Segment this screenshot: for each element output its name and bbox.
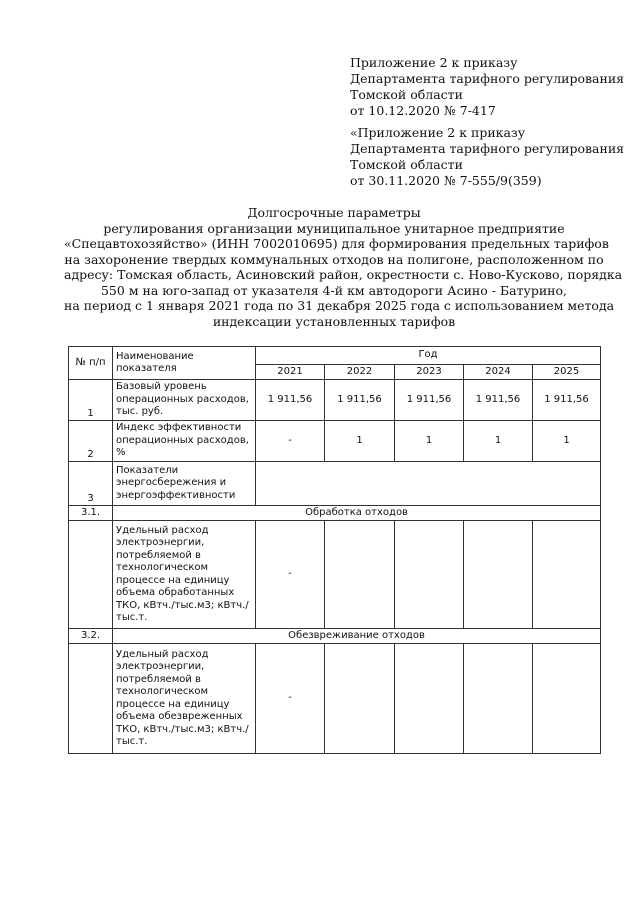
value-cell: 1 911,56 (464, 380, 533, 421)
section-title: Обработка отходов (113, 506, 601, 521)
row-name: Показатели энергосбережения и энергоэффективности (113, 462, 256, 506)
appendix-line: от 30.11.2020 № 7-555/9(359) (350, 173, 542, 188)
value-cell: 1 (395, 421, 464, 462)
table-row (69, 644, 601, 754)
value-cell: - (256, 521, 325, 629)
appendix-line: Томской области (350, 87, 463, 102)
table-row (69, 521, 601, 629)
value-cell: 1 911,56 (256, 380, 325, 421)
empty-cell (256, 462, 601, 506)
empty-cell (533, 521, 601, 629)
value-cell: 1 (464, 421, 533, 462)
document-title (64, 205, 623, 329)
section-num: 3.2. (69, 629, 113, 644)
title-line: 550 м на юго-запад от указателя 4-й км автодороги Асино - Батурино, (100, 282, 568, 298)
value-cell: 1 (533, 421, 601, 462)
table-row (69, 421, 601, 462)
appendix-line: Департамента тарифного регулирования (350, 141, 625, 156)
appendix-line: Департамента тарифного регулирования (350, 71, 625, 86)
row-num: 3 (69, 462, 113, 506)
section-row (69, 629, 601, 644)
title-line: адресу: Томская область, Асиновский район, окрестности с. Ново-Кусково, порядка (64, 267, 623, 282)
section-title: Обезвреживание отходов (113, 629, 601, 644)
title-line: на период с 1 января 2021 года по 31 декабря 2025 года с использованием метода (64, 298, 615, 313)
value-cell: 1 911,56 (325, 380, 395, 421)
value-cell: - (256, 644, 325, 754)
year-cell: 2022 (325, 365, 395, 380)
year-cell: 2024 (464, 365, 533, 380)
appendix-note-previous (350, 125, 624, 189)
title-line: регулирования организации муниципальное унитарное предприятие (103, 220, 565, 236)
table-row (69, 380, 601, 421)
value-cell: 1 911,56 (533, 380, 601, 421)
appendix-line: «Приложение 2 к приказу (350, 125, 526, 140)
empty-cell (395, 521, 464, 629)
empty-cell (325, 644, 395, 754)
row-name: Индекс эффективности операционных расходов, % (113, 421, 256, 462)
year-cell: 2023 (395, 365, 464, 380)
parameters-table (68, 346, 601, 754)
year-cell: 2025 (533, 365, 601, 380)
row-num: 1 (69, 380, 113, 421)
header-num: № п/п (69, 347, 113, 380)
value-cell: 1 (325, 421, 395, 462)
row-num: 2 (69, 421, 113, 462)
empty-cell (533, 644, 601, 754)
year-cell: 2021 (256, 365, 325, 380)
appendix-line: Томской области (350, 157, 463, 172)
appendix-line: от 10.12.2020 № 7-417 (350, 103, 496, 118)
section-num: 3.1. (69, 506, 113, 521)
title-line: Долгосрочные параметры (247, 205, 421, 220)
row-name: Удельный расход электроэнергии, потребляемой в технологическом процессе на единицу объема обезвреженных ТКО, кВтч./тыс.м3; кВтч./тыс.т. (113, 644, 256, 754)
appendix-line: Приложение 2 к приказу (350, 55, 518, 70)
value-cell: 1 911,56 (395, 380, 464, 421)
row-name: Базовый уровень операционных расходов, тыс. руб. (113, 380, 256, 421)
empty-cell (395, 644, 464, 754)
appendix-note-current (350, 55, 624, 119)
section-row (69, 506, 601, 521)
header-name: Наименование показателя (113, 347, 256, 380)
title-line: «Спецавтохозяйство» (ИНН 7002010695) для формирования предельных тарифов (64, 236, 609, 251)
table-header-row (69, 347, 601, 365)
empty-cell (69, 521, 113, 629)
title-line: индексации установленных тарифов (212, 313, 456, 329)
title-line: на захоронение твердых коммунальных отходов на полигоне, расположенном по (64, 251, 604, 267)
row-name: Удельный расход электроэнергии, потребляемой в технологическом процессе на единицу объема обработанных ТКО, кВтч./тыс.м3; кВтч./тыс.т. (113, 521, 256, 629)
empty-cell (69, 644, 113, 754)
empty-cell (464, 644, 533, 754)
header-year: Год (256, 347, 601, 365)
empty-cell (464, 521, 533, 629)
table-row (69, 462, 601, 506)
value-cell: - (256, 421, 325, 462)
empty-cell (325, 521, 395, 629)
